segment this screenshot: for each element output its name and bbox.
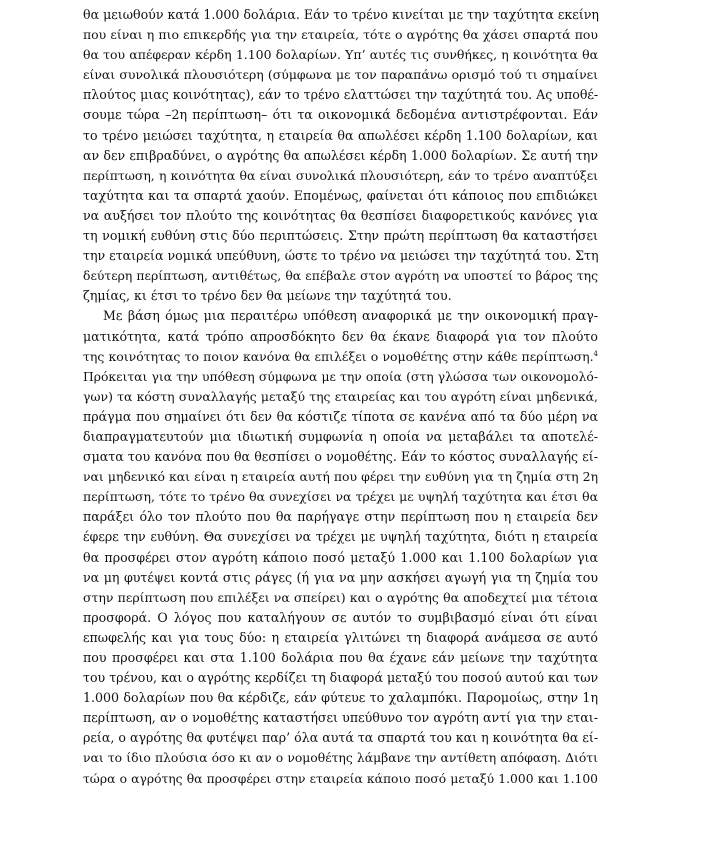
text-line: τη νομική ευθύνη στις δύο περιπτώσεις. Στην πρώτη περίπτωση θα καταστήσει [83,228,598,244]
text-line-content: της κοινότητας το ποιον κανόνα θα επιλέξει ο νομοθέτης στην κάθε περίπτωση. [83,348,594,364]
text-line: είναι συνολικά πλουσιότερη (σύμφωνα με τον παραπάνω ορισμό τού τι σημαίνει [83,67,598,83]
text-line: προσφορά. Ο λόγος που καταλήγουν σε αυτόν το συμβιβασμό είναι ότι είναι [83,609,598,625]
text-line: πλούτος μιας κοινότητας), εάν το τρένο ελαττώσει την ταχύτητά του. Ας υποθέ- [83,87,599,103]
text-line: ρεία, ο αγρότης θα φυτέψει παρ’ όλα αυτά τα σπαρτά του και η κοινότητα θα εί- [83,730,599,746]
text-line: να αυξήσει τον πλούτο της κοινότητας θα θεσπίσει διαφορετικούς κανόνες για [83,207,598,223]
text-line: περίπτωση, τότε το τρένο θα συνεχίσει να τρέχει με υψηλή ταχύτητα και έτσι θα [83,489,598,505]
paragraph-2 [83,306,598,788]
text-line: στην περίπτωση που επιλέξει να σπείρει) και ο αγρότης θα αποδεχτεί μια τέτοια [83,589,598,605]
text-line: γων) τα κόστη συναλλαγής μεταξύ της εταιρείας και του αγρότη είναι μηδενικά, [83,388,598,404]
text-line: θα προσφέρει στον αγρότη κάποιο ποσό μεταξύ 1.000 και 1.100 δολαρίων για [83,549,598,565]
text-line: την εταιρεία νομικά υπεύθυνη, ώστε το τρένο να μειώσει την ταχύτητά του. Στη [83,248,599,264]
text-line: ματικότητα, κατά τρόπο απροσδόκητο δεν θα έκανε διαφορά για τον πλούτο [83,328,598,344]
paragraph-1 [83,5,598,306]
text-line: που προσφέρει και στα 1.100 δολάρια που θα έχανε εάν μείωνε την ταχύτητα [83,650,598,665]
text-line: του τρένου, και ο αγρότης κερδίζει τη διαφορά μεταξύ του ποσού αυτού και των [83,670,599,686]
text-line: ταχύτητα και τα σπαρτά χαούν. Επομένως, φαίνεται ότι κάποιος που επιδιώκει [83,187,598,203]
page-text [83,5,598,789]
text-line: έφερε την ευθύνη. Θα συνεχίσει να τρέχει με υψηλή ταχύτητα, διότι η εταιρεία [83,529,598,545]
text-line: αν δεν επιβραδύνει, ο αγρότης θα απωλέσει κέρδη 1.000 δολαρίων. Σε αυτή την [83,147,598,163]
text-line: δεύτερη περίπτωση, αντιθέτως, θα επέβαλε στον αγρότη να υποστεί το βάρος της [83,269,598,284]
text-line: Πρόκειται για την υπόθεση σύμφωνα με την οποία (στη γλώσσα των οικονομολό- [83,369,598,384]
text-line: που είναι η πιο επικερδής για την εταιρεία, τότε ο αγρότης θα χάσει σπαρτά που [83,27,598,43]
text-line: περίπτωση, η κοινότητα θα είναι συνολικά πλουσιότερη, εάν το τρένο αναπτύξει [83,167,598,183]
text-line: διαπραγματευτούν μια ιδιωτική συμφωνία η οποία να μεταβάλει τα αποτελέ- [83,428,598,444]
text-line: ζημίας, κι έτσι το τρένο δεν θα μείωνε την ταχύτητά του. [83,288,452,304]
text-line-with-footnote [83,347,598,367]
text-line: 1.000 δολαρίων που θα κέρδιζε, εάν φύτευε το χαλαμπόκι. Παρομοίως, στην 1η [83,690,598,706]
text-line: ναι το ίδιο πλούσια όσο κι αν ο νομοθέτης λάμβανε την αντίθετη απόφαση. Διότι [83,751,598,766]
footnote-marker: 4 [593,349,598,358]
text-line: το τρένο μειώσει ταχύτητα, η εταιρεία θα απωλέσει κέρδη 1.100 δολαρίων, και [83,127,598,143]
text-line: παράξει όλο τον πλούτο που θα παρήγαγε στην περίπτωση που η εταιρεία δεν [83,509,598,525]
text-line: να μη φυτέψει κοντά στις ράγες (ή για να μην ασκήσει αγωγή για τη ζημία του [83,569,598,585]
text-line: περίπτωση, αν ο νομοθέτης καταστήσει υπεύθυνο τον αγρότη αντί για την εται- [83,710,598,726]
text-line: θα μειωθούν κατά 1.000 δολάρια. Εάν το τρένο κινείται με την ταχύτητα εκείνη [83,7,599,22]
text-line: τώρα ο αγρότης θα προσφέρει στην εταιρεία κάποιο ποσό μεταξύ 1.000 και 1.100 [83,771,598,786]
text-line: ναι μηδενικό και είναι η εταιρεία αυτή που φέρει την ευθύνη για τη ζημία στη 2η [83,469,598,485]
text-line: επωφελής και για τους δύο: η εταιρεία γλιτώνει τη διαφορά ανάμεσα σε αυτό [83,629,598,645]
text-line: Με βάση όμως μια περαιτέρω υπόθεση αναφορικά με την οικονομική πραγ- [103,308,598,324]
text-line: θα του απέφεραν κέρδη 1.100 δολαρίων. Υπ’ αυτές τις συνθήκες, η κοινότητα θα [83,47,598,63]
text-line: πράγμα που σημαίνει ότι δεν θα κόστιζε τίποτα σε κανένα από τα δύο μέρη να [83,408,598,424]
text-line: σματα του κανόνα που θα θεσπίσει ο νομοθέτης. Εάν το κόστος συναλλαγής εί- [83,449,598,465]
text-line: σουμε τώρα –2η περίπτωση– ότι τα οικονομικά δεδομένα αντιστρέφονται. Εάν [83,107,598,123]
